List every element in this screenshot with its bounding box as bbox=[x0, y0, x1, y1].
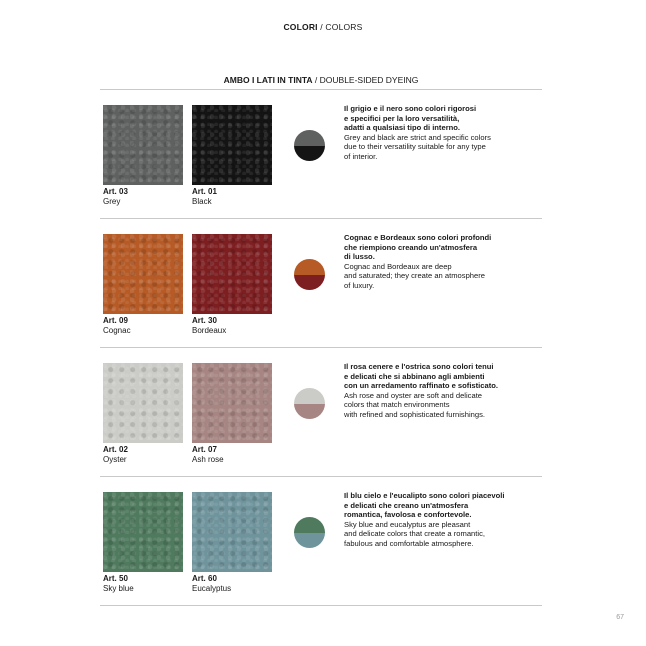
color-pair-circle bbox=[294, 130, 325, 161]
swatch-right bbox=[192, 234, 272, 314]
section-title-bold: AMBO I LATI IN TINTA bbox=[223, 75, 313, 85]
circle-bottom-half bbox=[294, 533, 325, 549]
color-name: Grey bbox=[103, 197, 121, 206]
description bbox=[344, 362, 544, 420]
circle-bottom-half bbox=[294, 404, 325, 420]
description-italian: Il blu cielo e l'eucalipto sono colori piacevoli e delicati che creano un'atmosfera romantica, favolosa e confortevole. bbox=[344, 491, 505, 520]
color-name: Bordeaux bbox=[192, 326, 227, 335]
description bbox=[344, 104, 544, 162]
description bbox=[344, 233, 544, 291]
circle-bottom-half bbox=[294, 275, 325, 291]
section-title bbox=[100, 75, 542, 85]
color-row-oyster-ashrose bbox=[0, 348, 646, 477]
caption-left bbox=[103, 574, 134, 594]
circle-top-half bbox=[294, 259, 325, 275]
caption-right bbox=[192, 316, 226, 336]
circle-top-half bbox=[294, 517, 325, 533]
color-name: Oyster bbox=[103, 455, 127, 464]
article-code: Art. 01 bbox=[192, 187, 217, 196]
color-name: Ash rose bbox=[192, 455, 224, 464]
article-code: Art. 03 bbox=[103, 187, 128, 196]
color-name: Eucalyptus bbox=[192, 584, 232, 593]
color-pair-circle bbox=[294, 517, 325, 548]
section-title-rest: / DOUBLE-SIDED DYEING bbox=[312, 75, 419, 85]
description-italian: Il rosa cenere e l'ostrica sono colori tenui e delicati che si abbinano agli ambienti con un arredamento raffinato e sofisticato. bbox=[344, 362, 499, 391]
description-english: Ash rose and oyster are soft and delicate colors that match environments with refined and sophisticated furnishings. bbox=[344, 390, 485, 419]
swatch-right bbox=[192, 105, 272, 185]
color-row-skyblue-eucalyptus bbox=[0, 477, 646, 606]
color-name: Sky blue bbox=[103, 584, 134, 593]
caption-right bbox=[192, 187, 217, 207]
color-pair-circle bbox=[294, 259, 325, 290]
page-number: 67 bbox=[616, 614, 624, 621]
caption-left bbox=[103, 187, 128, 207]
swatch-left bbox=[103, 105, 183, 185]
circle-top-half bbox=[294, 130, 325, 146]
caption-left bbox=[103, 445, 128, 465]
header-rest: / COLORS bbox=[317, 22, 363, 32]
description bbox=[344, 491, 544, 549]
color-row-cognac-bordeaux bbox=[0, 219, 646, 348]
swatch-left bbox=[103, 492, 183, 572]
article-code: Art. 07 bbox=[192, 445, 217, 454]
description-english: Grey and black are strict and specific colors due to their versatility suitable for any type of interior. bbox=[344, 132, 491, 161]
description-italian: Il grigio e il nero sono colori rigorosi e specifici per la loro versatilità, adatti a qualsiasi tipo di interno. bbox=[344, 104, 477, 133]
page-header bbox=[0, 22, 646, 32]
caption-right bbox=[192, 574, 231, 594]
description-english: Cognac and Bordeaux are deep and saturated; they create an atmosphere of luxury. bbox=[344, 261, 485, 290]
header-bold: COLORI bbox=[283, 22, 318, 32]
article-code: Art. 60 bbox=[192, 574, 217, 583]
caption-right bbox=[192, 445, 224, 465]
swatch-right bbox=[192, 363, 272, 443]
circle-top-half bbox=[294, 388, 325, 404]
swatch-left bbox=[103, 234, 183, 314]
description-english: Sky blue and eucalyptus are pleasant and delicate colors that create a romantic, fabulous and comfortable atmosphere. bbox=[344, 519, 485, 548]
color-name: Black bbox=[192, 197, 212, 206]
description-italian: Cognac e Bordeaux sono colori profondi che riempiono creando un'atmosfera di lusso. bbox=[344, 233, 492, 262]
swatch-left bbox=[103, 363, 183, 443]
article-code: Art. 50 bbox=[103, 574, 128, 583]
color-row-grey-black bbox=[0, 90, 646, 219]
color-name: Cognac bbox=[103, 326, 131, 335]
circle-bottom-half bbox=[294, 146, 325, 162]
swatch-right bbox=[192, 492, 272, 572]
article-code: Art. 02 bbox=[103, 445, 128, 454]
article-code: Art. 30 bbox=[192, 316, 217, 325]
caption-left bbox=[103, 316, 131, 336]
article-code: Art. 09 bbox=[103, 316, 128, 325]
color-pair-circle bbox=[294, 388, 325, 419]
